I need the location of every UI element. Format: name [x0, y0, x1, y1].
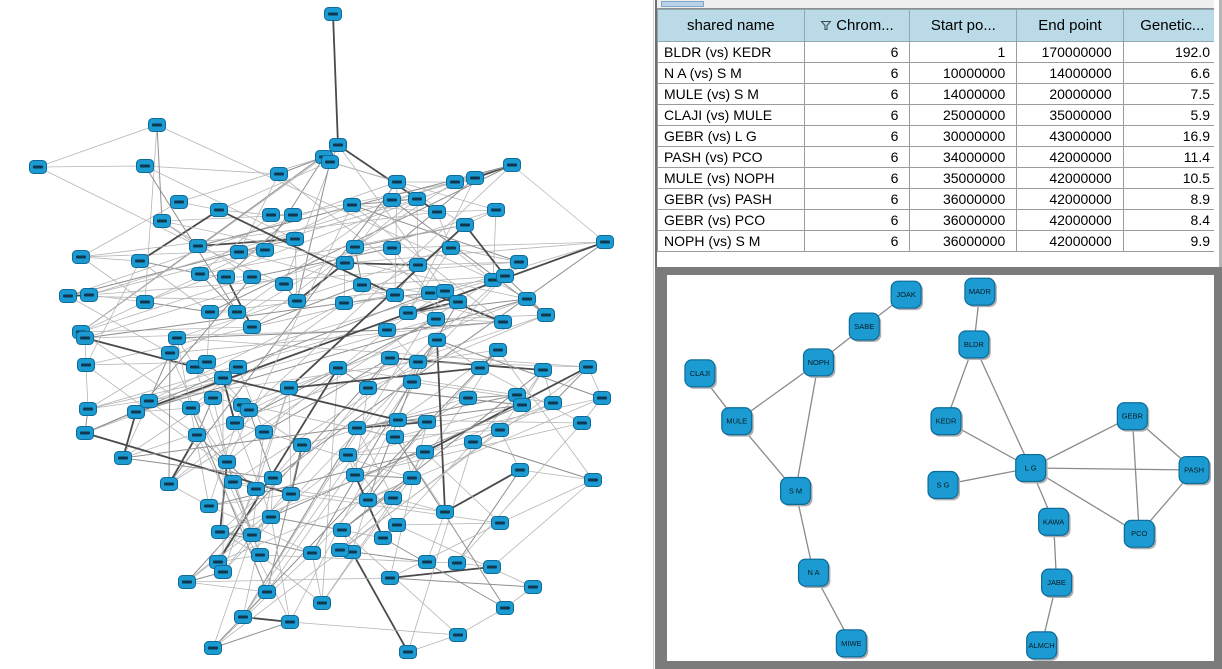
node-label	[205, 311, 215, 314]
node-label	[420, 451, 430, 454]
node-label	[597, 397, 607, 400]
cell-end[interactable]: 42000000	[1017, 189, 1123, 210]
table-row[interactable]	[658, 42, 1222, 63]
node-label	[80, 432, 90, 435]
cell-genetic[interactable]: 16.9	[1123, 126, 1221, 147]
table-horizontal-scrollbar[interactable]	[657, 0, 1222, 9]
table-row[interactable]	[658, 147, 1222, 168]
cell-genetic[interactable]: 5.9	[1123, 105, 1221, 126]
node-label	[165, 352, 175, 355]
table-row[interactable]	[658, 168, 1222, 189]
node-label	[325, 161, 335, 164]
column-header-label: End point	[1038, 17, 1102, 34]
node-label: NOPH	[807, 357, 830, 367]
cell-end[interactable]: 42000000	[1017, 231, 1123, 252]
cell-chromosome[interactable]: 6	[804, 42, 910, 63]
graph-edge[interactable]	[512, 165, 605, 242]
column-header-label: Chrom...	[836, 17, 894, 34]
graph-edge[interactable]	[352, 552, 408, 652]
cell-start[interactable]: 25000000	[910, 105, 1017, 126]
node-label	[440, 511, 450, 514]
graph-edge[interactable]	[398, 420, 412, 478]
node-label	[357, 284, 367, 287]
node-label	[475, 367, 485, 370]
cell-start[interactable]: 10000000	[910, 63, 1017, 84]
node-label	[279, 283, 289, 286]
node-label	[268, 477, 278, 480]
node-label	[317, 602, 327, 605]
node-label	[218, 377, 228, 380]
node-label	[266, 214, 276, 217]
graph-edge[interactable]	[397, 525, 533, 587]
filter-icon[interactable]	[820, 20, 832, 31]
cell-chromosome[interactable]: 6	[804, 126, 910, 147]
cell-start[interactable]: 35000000	[910, 168, 1017, 189]
node-label	[157, 220, 167, 223]
cell-end[interactable]: 35000000	[1017, 105, 1123, 126]
node-label	[244, 409, 254, 412]
node-label	[266, 516, 276, 519]
cell-chromosome[interactable]: 6	[804, 105, 910, 126]
node-label	[583, 366, 593, 369]
node-label	[164, 483, 174, 486]
cell-chromosome[interactable]: 6	[804, 147, 910, 168]
node-label	[495, 522, 505, 525]
node-label	[453, 301, 463, 304]
node-label	[335, 549, 345, 552]
node-label	[403, 312, 413, 315]
node-label	[274, 173, 284, 176]
node-label	[363, 387, 373, 390]
cell-shared_name[interactable]: BLDR (vs) KEDR	[658, 42, 805, 63]
cell-chromosome[interactable]: 6	[804, 84, 910, 105]
node-label	[215, 531, 225, 534]
scrollbar-thumb[interactable]	[661, 1, 704, 7]
node-label	[33, 166, 43, 169]
cell-start[interactable]: 34000000	[910, 147, 1017, 168]
node-label	[247, 276, 257, 279]
cell-end[interactable]: 170000000	[1017, 42, 1123, 63]
node-label	[498, 321, 508, 324]
node-label	[500, 607, 510, 610]
node-label	[260, 249, 270, 252]
node-label	[221, 276, 231, 279]
node-label	[172, 337, 182, 340]
table-row[interactable]	[658, 231, 1222, 252]
node-label	[247, 326, 257, 329]
node-label	[144, 400, 154, 403]
node-label	[517, 404, 527, 407]
node-label	[232, 311, 242, 314]
graph-edge[interactable]	[290, 622, 458, 635]
node-label	[233, 366, 243, 369]
subnetwork-panel-frame	[655, 267, 1222, 669]
node-label	[522, 298, 532, 301]
node-label	[515, 469, 525, 472]
node-label	[290, 238, 300, 241]
node-label	[407, 477, 417, 480]
graph-edge[interactable]	[357, 395, 517, 428]
node-label	[228, 481, 238, 484]
node-label	[222, 461, 232, 464]
graph-edge[interactable]	[974, 344, 1031, 468]
node-label	[588, 479, 598, 482]
cell-start[interactable]: 1	[910, 42, 1017, 63]
table-row[interactable]	[658, 189, 1222, 210]
node-label	[432, 211, 442, 214]
node-label	[363, 499, 373, 502]
node-label	[378, 537, 388, 540]
node-label	[255, 554, 265, 557]
node-label	[333, 367, 343, 370]
node-label	[440, 290, 450, 293]
cell-end[interactable]: 42000000	[1017, 147, 1123, 168]
node-label	[83, 408, 93, 411]
edge-attribute-table-panel	[655, 0, 1222, 267]
node-label	[218, 571, 228, 574]
graph-edge[interactable]	[145, 166, 279, 174]
panel-divider	[653, 0, 654, 669]
cell-shared_name[interactable]: PASH (vs) PCO	[658, 147, 805, 168]
node-label	[174, 201, 184, 204]
node-label	[238, 616, 248, 619]
node-label: CLAJI	[689, 368, 711, 378]
node-label	[208, 397, 218, 400]
node-label: N A	[807, 568, 820, 578]
graph-edge[interactable]	[213, 622, 290, 648]
cell-start[interactable]: 36000000	[910, 231, 1017, 252]
node-label	[432, 339, 442, 342]
cell-shared_name[interactable]: MULE (vs) NOPH	[658, 168, 805, 189]
node-label: S M	[788, 486, 803, 496]
column-header-start-position[interactable]	[910, 10, 1017, 42]
node-label	[297, 444, 307, 447]
cell-genetic[interactable]: 192.0	[1123, 42, 1221, 63]
node-label: MIWE	[841, 638, 862, 648]
node-label: GEBR	[1121, 411, 1143, 421]
column-header-genetic[interactable]	[1123, 10, 1221, 42]
node-label	[140, 301, 150, 304]
column-header-label: Genetic...	[1140, 17, 1205, 34]
node-label	[507, 164, 517, 167]
column-header-label: shared name	[686, 17, 775, 34]
node-label	[528, 586, 538, 589]
table-row[interactable]	[658, 63, 1222, 84]
node-label	[385, 577, 395, 580]
cell-start[interactable]: 14000000	[910, 84, 1017, 105]
graph-edge[interactable]	[1031, 468, 1194, 470]
node-label	[425, 292, 435, 295]
node-label	[259, 431, 269, 434]
node-label	[202, 361, 212, 364]
node-label	[286, 493, 296, 496]
node-label	[407, 381, 417, 384]
cell-genetic[interactable]: 11.4	[1123, 147, 1221, 168]
node-label	[392, 524, 402, 527]
node-label	[204, 505, 214, 508]
cell-genetic[interactable]: 8.9	[1123, 189, 1221, 210]
node-label: MULE	[726, 416, 748, 426]
node-label	[413, 264, 423, 267]
node-label	[80, 337, 90, 340]
node-label: PCO	[1131, 529, 1148, 539]
node-label	[195, 273, 205, 276]
cell-chromosome[interactable]: 6	[804, 210, 910, 231]
edge-attribute-table	[657, 9, 1222, 252]
node-label	[463, 397, 473, 400]
cell-chromosome[interactable]: 6	[804, 63, 910, 84]
node-label	[422, 561, 432, 564]
node-label	[81, 364, 91, 367]
node-label	[487, 566, 497, 569]
node-label	[118, 457, 128, 460]
node-label	[422, 421, 432, 424]
node-label	[213, 561, 223, 564]
node-label	[234, 251, 244, 254]
node-label: PASH	[1184, 465, 1204, 475]
node-label	[182, 581, 192, 584]
graph-edge[interactable]	[390, 567, 492, 578]
node-label	[333, 144, 343, 147]
graph-edge[interactable]	[1132, 416, 1139, 534]
node-label	[468, 441, 478, 444]
node-label	[390, 436, 400, 439]
node-label	[328, 13, 338, 16]
node-label	[413, 361, 423, 364]
node-label	[390, 294, 400, 297]
node-label	[352, 427, 362, 430]
cell-end[interactable]: 20000000	[1017, 84, 1123, 105]
graph-edge[interactable]	[187, 582, 267, 592]
cell-genetic[interactable]: 10.5	[1123, 168, 1221, 189]
graph-edge[interactable]	[427, 512, 445, 562]
cell-start[interactable]: 30000000	[910, 126, 1017, 147]
node-label: KAWA	[1042, 517, 1065, 527]
node-label	[340, 262, 350, 265]
node-label	[63, 295, 73, 298]
node-label	[493, 349, 503, 352]
node-label	[76, 256, 86, 259]
graph-edge[interactable]	[333, 14, 338, 145]
node-label	[247, 534, 257, 537]
node-label	[446, 247, 456, 250]
node-label	[412, 198, 422, 201]
node-label: SABE	[854, 322, 875, 332]
subnetwork-canvas	[667, 275, 1214, 661]
graph-edge[interactable]	[157, 125, 493, 280]
node-label	[538, 369, 548, 372]
column-header-label: Start po...	[930, 17, 996, 34]
cell-start[interactable]: 36000000	[910, 210, 1017, 231]
graph-edge[interactable]	[312, 553, 322, 603]
node-label	[337, 529, 347, 532]
graph-edge[interactable]	[297, 162, 330, 301]
node-label	[514, 261, 524, 264]
node-label	[152, 124, 162, 127]
cell-shared_name[interactable]: MULE (vs) S M	[658, 84, 805, 105]
node-label	[292, 300, 302, 303]
graph-edge[interactable]	[457, 470, 520, 563]
node-label	[388, 497, 398, 500]
graph-edge[interactable]	[179, 157, 324, 202]
node-label	[577, 422, 587, 425]
cell-genetic[interactable]: 6.6	[1123, 63, 1221, 84]
node-label	[192, 434, 202, 437]
table-body	[658, 42, 1222, 252]
graph-edge[interactable]	[397, 523, 500, 525]
node-label	[403, 651, 413, 654]
node-label	[84, 294, 94, 297]
graph-edge[interactable]	[796, 362, 819, 491]
node-label: MADR	[968, 287, 991, 297]
cell-genetic[interactable]: 9.9	[1123, 231, 1221, 252]
node-label: S G	[936, 480, 950, 490]
graph-edge[interactable]	[249, 410, 273, 478]
node-label	[251, 488, 261, 491]
node-label	[392, 181, 402, 184]
graph-edge[interactable]	[289, 388, 291, 494]
node-label	[491, 209, 501, 212]
graph-edge[interactable]	[38, 166, 145, 167]
cell-genetic[interactable]: 7.5	[1123, 84, 1221, 105]
cell-start[interactable]: 36000000	[910, 189, 1017, 210]
node-label	[285, 621, 295, 624]
node-label	[541, 314, 551, 317]
node-label	[452, 562, 462, 565]
cell-shared_name[interactable]: GEBR (vs) PCO	[658, 210, 805, 231]
column-header-shared-name[interactable]	[658, 10, 805, 42]
cell-end[interactable]: 42000000	[1017, 210, 1123, 231]
column-header-end-point[interactable]	[1017, 10, 1123, 42]
cell-chromosome[interactable]: 6	[804, 168, 910, 189]
node-label	[214, 209, 224, 212]
table-row[interactable]	[658, 126, 1222, 147]
node-label	[208, 647, 218, 650]
table-row[interactable]	[658, 210, 1222, 231]
cell-shared_name[interactable]: GEBR (vs) PASH	[658, 189, 805, 210]
node-label	[307, 552, 317, 555]
table-row[interactable]	[658, 84, 1222, 105]
column-header-chromosome[interactable]	[804, 10, 910, 42]
table-row[interactable]	[658, 105, 1222, 126]
cell-end[interactable]: 14000000	[1017, 63, 1123, 84]
node-label: BLDR	[963, 339, 984, 349]
graph-edge[interactable]	[473, 442, 593, 480]
node-label	[450, 181, 460, 184]
node-label	[460, 224, 470, 227]
graph-edge[interactable]	[197, 435, 290, 622]
node-label	[385, 357, 395, 360]
node-label	[470, 177, 480, 180]
node-label	[284, 387, 294, 390]
node-label	[495, 429, 505, 432]
cell-shared_name[interactable]: N A (vs) S M	[658, 63, 805, 84]
graph-edge[interactable]	[352, 500, 368, 552]
node-label	[350, 246, 360, 249]
cell-end[interactable]: 43000000	[1017, 126, 1123, 147]
node-label	[512, 394, 522, 397]
node-label	[387, 199, 397, 202]
table-header-row	[658, 10, 1222, 42]
node-label	[500, 275, 510, 278]
cell-end[interactable]: 42000000	[1017, 168, 1123, 189]
node-label: JOAK	[896, 290, 916, 300]
graph-edge[interactable]	[362, 276, 505, 285]
cell-shared_name[interactable]: GEBR (vs) L G	[658, 126, 805, 147]
node-label	[343, 454, 353, 457]
node-label: L G	[1024, 463, 1037, 473]
table-right-gutter	[1214, 0, 1222, 267]
graph-edge[interactable]	[145, 302, 210, 312]
node-label	[262, 591, 272, 594]
node-label	[339, 302, 349, 305]
node-label	[350, 474, 360, 477]
node-label: JABE	[1047, 578, 1066, 588]
node-label	[453, 634, 463, 637]
node-label	[387, 247, 397, 250]
node-label	[135, 260, 145, 263]
graph-edge[interactable]	[445, 470, 520, 512]
node-label	[131, 411, 141, 414]
cell-chromosome[interactable]: 6	[804, 231, 910, 252]
node-label	[140, 165, 150, 168]
cell-chromosome[interactable]: 6	[804, 189, 910, 210]
graph-edge[interactable]	[213, 535, 252, 648]
node-label	[230, 422, 240, 425]
node-label	[347, 204, 357, 207]
node-label	[288, 214, 298, 217]
graph-edge[interactable]	[86, 261, 140, 365]
subnetwork-graph[interactable]	[667, 275, 1214, 661]
cell-shared_name[interactable]: CLAJI (vs) MULE	[658, 105, 805, 126]
cell-shared_name[interactable]: NOPH (vs) S M	[658, 231, 805, 252]
node-label	[600, 241, 610, 244]
node-label	[186, 407, 196, 410]
node-label: KEDR	[935, 416, 957, 426]
node-label	[431, 318, 441, 321]
cell-genetic[interactable]: 8.4	[1123, 210, 1221, 231]
node-label	[382, 329, 392, 332]
node-label	[548, 402, 558, 405]
graph-edge[interactable]	[500, 480, 593, 523]
node-label: ALMCH	[1028, 640, 1055, 650]
graph-edge[interactable]	[520, 470, 593, 480]
node-label	[393, 419, 403, 422]
node-label	[193, 245, 203, 248]
